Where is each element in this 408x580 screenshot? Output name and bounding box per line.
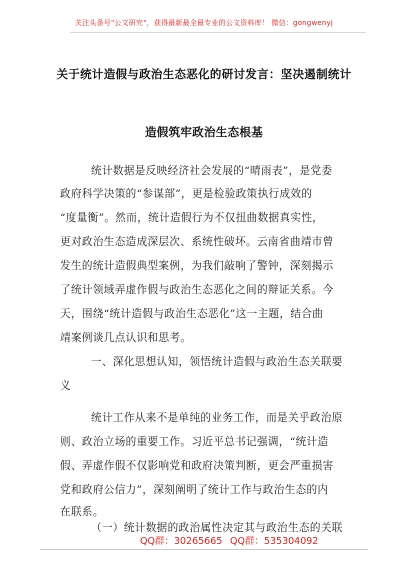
header-divider bbox=[70, 32, 366, 33]
body-line-3: “度量衡”。然而，统计造假行为不仅扭曲数据真实性， bbox=[60, 212, 324, 224]
section-heading-1: 一、深化思想认知，领悟统计造假与政治生态关联要 bbox=[91, 356, 343, 368]
subsection-heading-1: （一）统计数据的政治属性决定其与政治生态的关联 bbox=[91, 522, 343, 534]
footer-divider bbox=[40, 549, 368, 550]
body-line-7: 天，围绕“统计造假与政治生态恶化”这一主题，结合曲 bbox=[60, 308, 324, 320]
section-heading-1-cont: 义 bbox=[60, 380, 71, 392]
body-line-12: 党和政府公信力”，深刻阐明了统计工作与政治生态的内 bbox=[60, 484, 329, 496]
footer-qq-group-2: QQ群：535304092 bbox=[230, 536, 319, 547]
body-line-6: 了统计领域弄虚作假与政治生态恶化之间的辩证关系。今 bbox=[60, 284, 334, 296]
body-line-9: 统计工作从来不是单纯的业务工作，而是关乎政治原 bbox=[91, 412, 343, 424]
body-line-4: 更对政治生态造成深层次、系统性破坏。云南省曲靖市曾 bbox=[60, 236, 334, 248]
body-line-10: 则、政治立场的重要工作。习近平总书记强调，“统计造 bbox=[60, 436, 329, 448]
document-title-line-2: 造假筑牢政治生态根基 bbox=[145, 125, 263, 139]
footer-qq-group-1: QQ群：30265665 bbox=[140, 536, 223, 547]
body-line-11: 假、弄虚作假不仅影响党和政府决策判断，更会严重损害 bbox=[60, 460, 334, 472]
body-line-5: 发生的统计造假典型案例，为我们敲响了警钟，深刻揭示 bbox=[60, 260, 334, 272]
header-notice: 关注头条号"公文研究"，获得最新最全最专业的公文资料库！ 微信：gongwenyj bbox=[74, 19, 334, 27]
body-line-2: 政府科学决策的“参谋部”，更是检验政策执行成效的 bbox=[60, 188, 313, 200]
body-line-1: 统计数据是反映经济社会发展的“晴雨表”，是党委 bbox=[91, 165, 333, 177]
document-title-line-1: 关于统计造假与政治生态恶化的研讨发言：坚决遏制统计 bbox=[56, 67, 352, 81]
body-line-8: 靖案例谈几点认识和思考。 bbox=[60, 332, 192, 344]
body-line-13: 在联系。 bbox=[60, 506, 104, 518]
